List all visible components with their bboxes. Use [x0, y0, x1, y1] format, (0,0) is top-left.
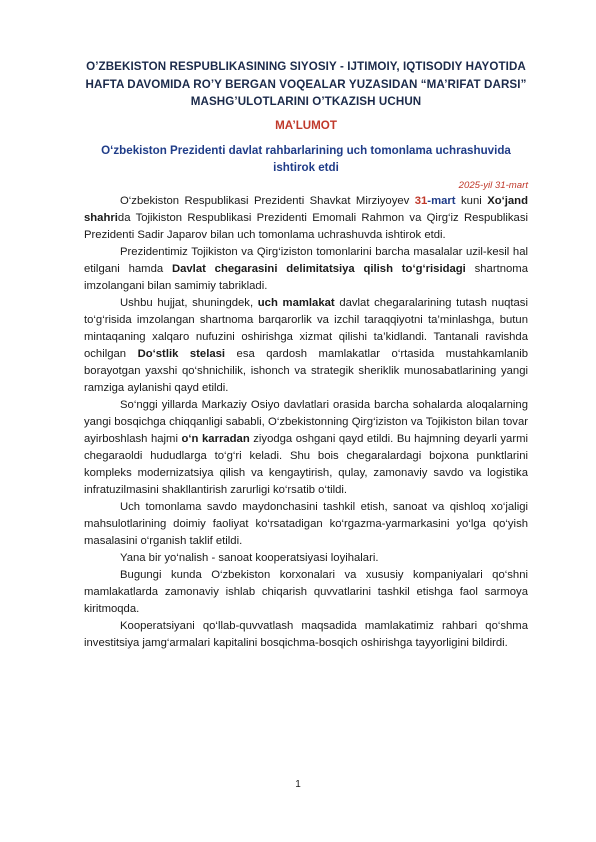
bold-phrase: Davlat chegarasini delimitatsiya qilish to‘g‘risidagi	[171, 262, 466, 275]
text: kuni	[455, 194, 488, 207]
text: esa qardosh mamlakatlar o‘rtasida mustahkamlanib borayotgan yaxshi qo‘shnichilik, ishonch va strategik sheriklik munosabatlarining yangi ramziga aylanishi qayd etildi.	[84, 347, 528, 394]
bold-phrase: o‘n karradan	[181, 432, 250, 445]
document-page	[84, 58, 528, 652]
article-headline: O‘zbekiston Prezidenti davlat rahbarlarining uch tomonlama uchrashuvida ishtirok etdi	[101, 143, 511, 174]
city-name: Xo‘jand shahri	[84, 194, 528, 224]
text: davlat chegaralarining tutash nuqtasi to‘g‘risida imzolangan shartnoma barqarorlik va izchil taraqqiyotni ta’minlashga, butun mintaqaning xalqaro nufuzini oshirishga xizmat qilishi ta’kidlandi. Tantanali ravishda ochilgan	[84, 296, 528, 360]
paragraph-5: Uch tomonlama savdo maydonchasini tashkil etish, sanoat va qishloq xo‘jaligi mahsulotlarining doimiy faoliyat ko‘rsatadigan ko‘rgazma-yarmarkasini yo‘lga qo‘yish masalasini o‘rganish taklif etildi.	[84, 500, 528, 547]
date-month: mart	[431, 194, 456, 207]
title-line-2: HAFTA DAVOMIDA RO’Y BERGAN VOQEALAR YUZASIDAN “MA’RIFAT DARSI”	[85, 77, 527, 91]
paragraph-6: Yana bir yo‘nalish - sanoat kooperatsiyasi loyihalari.	[120, 551, 379, 564]
text: shartnoma imzolangani bilan samimiy tabrikladi.	[84, 262, 529, 292]
bold-phrase: Do‘stlik stelasi	[137, 347, 226, 360]
text: Prezidentimiz Tojikiston va Qirg‘iziston tomonlarini barcha masalalar uzil-kesil hal etilgani hamda	[84, 245, 528, 275]
paragraph-8: Kooperatsiyani qo‘llab-quvvatlash maqsadida mamlakatimiz rahbari qo‘shma investitsiya jamg‘armalari kapitalini bosqichma-bosqich oshirishga tayyorligini bildirdi.	[84, 619, 528, 649]
text: da Tojikiston Respublikasi Prezidenti Emomali Rahmon va Qirg‘iz Respublikasi Prezidenti Sadir Japarov bilan uch tomonlama uchrashuvda ishtirok etdi.	[84, 211, 528, 241]
paragraph-4	[84, 397, 528, 499]
text: O‘zbekiston Respublikasi Prezidenti Shavkat Mirziyoyev	[120, 194, 415, 207]
date-dash: -	[427, 194, 432, 207]
text: Ushbu hujjat, shuningdek,	[120, 296, 258, 309]
text: So‘nggi yillarda Markaziy Osiyo davlatlari orasida barcha sohalarda aloqalarning yangi bosqichga chiqqanligi sababli, O‘zbekistonning Qirg‘iziston va Tojikiston bilan tovar ayirboshlash hajmi	[84, 398, 528, 445]
title-line-3: MASHG’ULOTLARINI O’TKAZISH UCHUN	[190, 95, 422, 108]
date-day: 31	[414, 194, 428, 207]
bold-phrase: uch mamlakat	[257, 296, 335, 309]
paragraph-3	[84, 295, 528, 397]
page-number: 1	[295, 779, 301, 790]
paragraph-2	[84, 244, 528, 295]
document-title	[84, 58, 528, 111]
article-body	[84, 193, 528, 652]
paragraph-1	[84, 193, 528, 244]
text: ziyodga oshgani qayd etildi. Bu hajmning deyarli yarmi chegaraoldi hududlarga to‘g‘ri keladi. Shu bois chegaralardagi bojxona punktlarini kompleks modernizatsiya qilish va kengaytirish, qulay, zamonaviy savdo va logistika infratuzilmasini shakllantirish zarurligi ko‘rsatib o‘tildi.	[84, 432, 529, 496]
article-date: 2025-yil 31-mart	[458, 179, 528, 191]
document-subtitle: MA’LUMOT	[275, 118, 337, 132]
title-line-1: O’ZBEKISTON RESPUBLIKASINING SIYOSIY - IJTIMOIY, IQTISODIY HAYOTIDA	[86, 60, 526, 73]
paragraph-7: Bugungi kunda O‘zbekiston korxonalari va xususiy kompaniyalari qo‘shni mamlakatlarda zamonaviy ishlab chiqarish quvvatlarini tashkil etishga faol sarmoya kiritmoqda.	[84, 568, 528, 615]
